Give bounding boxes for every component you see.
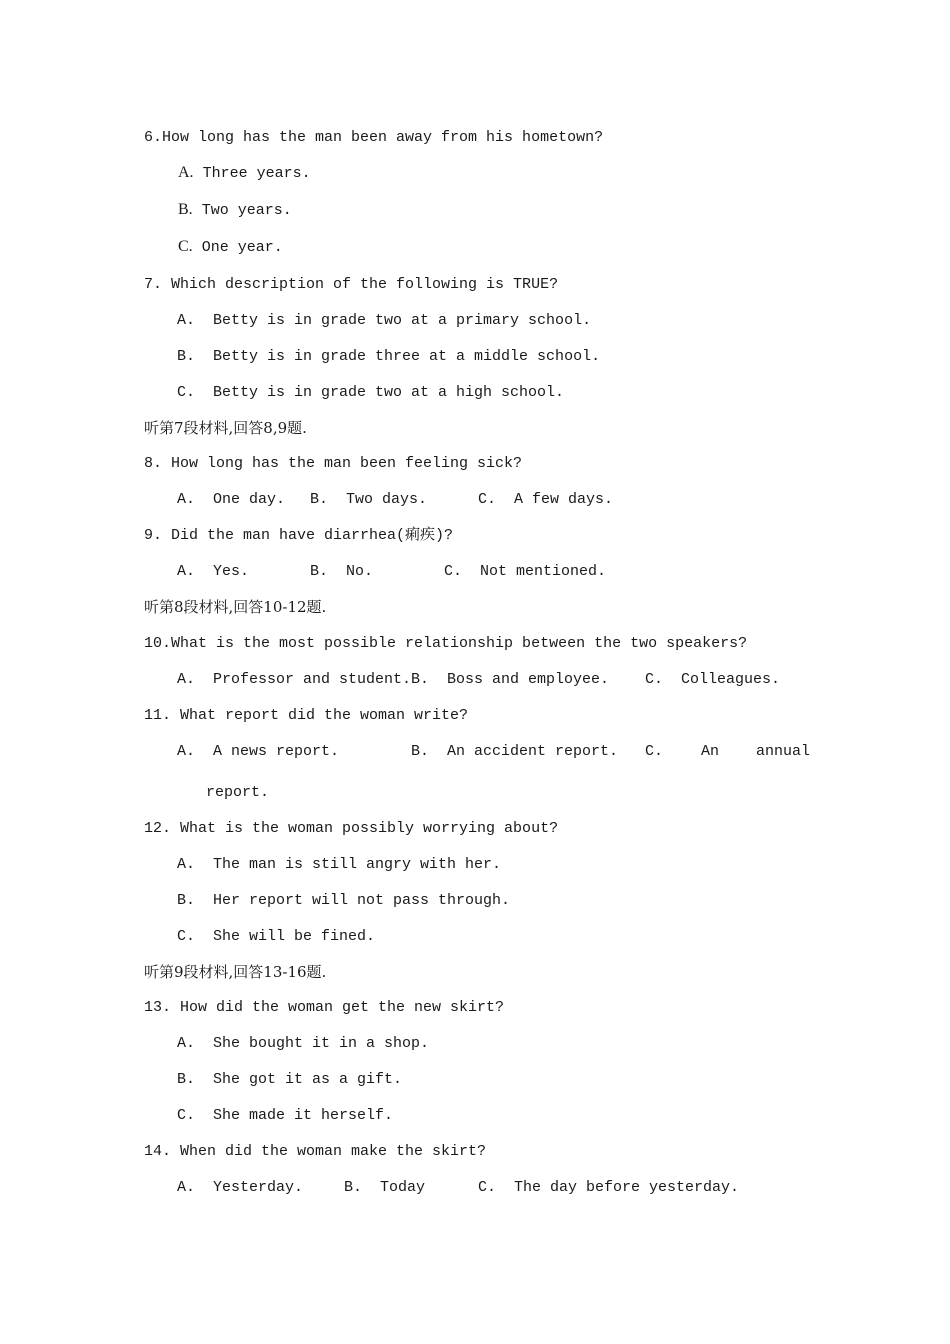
option-text: Two years.: [201, 202, 292, 219]
question-10: 10.What is the most possible relationship between the two speakers?: [144, 635, 748, 652]
question-6: 6.How long has the man been away from his hometown?: [144, 129, 604, 146]
section-7-heading: 听第7段材料,回答8,9题.: [144, 419, 307, 437]
option-11a: A. A news report.: [177, 743, 340, 760]
option-11c-word: An: [701, 743, 720, 760]
option-12a: A. The man is still angry with her.: [177, 856, 502, 873]
question-7: 7. Which description of the following is TRUE?: [144, 276, 559, 293]
section-9-heading: 听第9段材料,回答13-16题.: [144, 963, 327, 981]
question-9: 9. Did the man have diarrhea(痢疾)?: [144, 527, 454, 544]
option-9c: C. Not mentioned.: [444, 563, 607, 580]
option-10a: A. Professor and student.: [177, 671, 412, 688]
option-13a: A. She bought it in a shop.: [177, 1035, 430, 1052]
option-6b: [178, 201, 292, 220]
option-8b: B. Two days.: [310, 491, 428, 508]
option-text: Three years.: [202, 165, 311, 182]
option-12b: B. Her report will not pass through.: [177, 892, 511, 909]
option-10b: B. Boss and employee.: [411, 671, 610, 688]
option-6c: [178, 238, 283, 257]
option-14a: A. Yesterday.: [177, 1179, 304, 1196]
question-14: 14. When did the woman make the skirt?: [144, 1143, 487, 1160]
option-10c: C. Colleagues.: [645, 671, 781, 688]
option-8c: C. A few days.: [478, 491, 614, 508]
option-7c: C. Betty is in grade two at a high school.: [177, 384, 565, 401]
option-7b: B. Betty is in grade three at a middle school.: [177, 348, 601, 365]
option-6a: [178, 164, 311, 183]
option-11c-letter: C.: [645, 743, 664, 760]
option-11b: B. An accident report.: [411, 743, 619, 760]
option-13b: B. She got it as a gift.: [177, 1071, 403, 1088]
option-14c: C. The day before yesterday.: [478, 1179, 740, 1196]
question-8: 8. How long has the man been feeling sick?: [144, 455, 523, 472]
option-13c: C. She made it herself.: [177, 1107, 394, 1124]
section-8-heading: 听第8段材料,回答10-12题.: [144, 598, 327, 616]
option-text: One year.: [201, 239, 283, 256]
option-9b: B. No.: [310, 563, 374, 580]
option-11c-word: annual: [756, 743, 811, 760]
question-12: 12. What is the woman possibly worrying about?: [144, 820, 559, 837]
option-12c: C. She will be fined.: [177, 928, 376, 945]
option-letter: C.: [178, 238, 193, 255]
option-9a: A. Yes.: [177, 563, 250, 580]
option-11c-continued: report.: [206, 784, 270, 801]
option-letter: A.: [178, 164, 194, 181]
option-letter: B.: [178, 201, 193, 218]
question-11: 11. What report did the woman write?: [144, 707, 469, 724]
option-8a: A. One day.: [177, 491, 286, 508]
question-13: 13. How did the woman get the new skirt?: [144, 999, 505, 1016]
option-14b: B. Today: [344, 1179, 426, 1196]
option-7a: A. Betty is in grade two at a primary school.: [177, 312, 592, 329]
